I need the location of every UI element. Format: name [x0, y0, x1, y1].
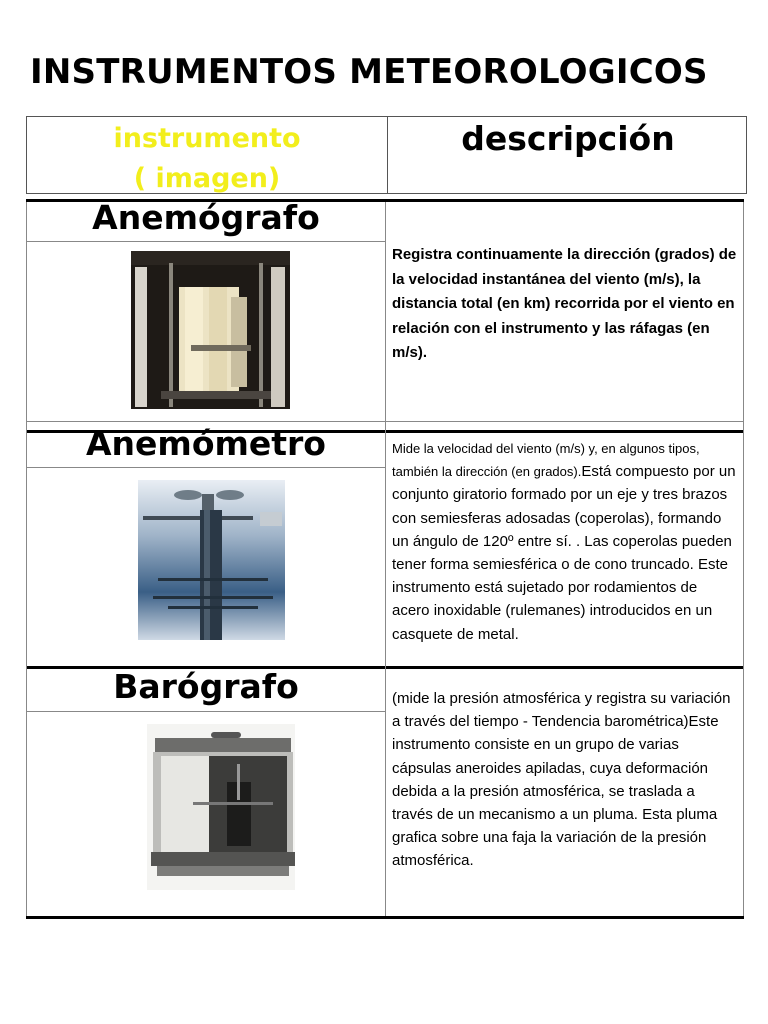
header-descripcion: descripción: [461, 119, 675, 158]
table-bottom-rule: [26, 916, 744, 919]
instrument-description: (mide la presión atmosférica y registra su variación a través del tiempo - Tendencia barométrica)Este instrumento consiste en un grupo de varias cápsulas aneroides apiladas, cuya deformación debida a la presión atmosférica, se traslada a través de un mecanismo a un pluma. Esta pluma grafica sobre una faja la variación de la presión atmosférica.: [392, 690, 731, 870]
header-instrumento-line1: instrumento: [113, 123, 301, 154]
table-right-border: [743, 202, 744, 916]
name-cell-divider: [26, 711, 386, 712]
instrument-name: Anemómetro: [86, 424, 326, 463]
description-main: Está compuesto por un conjunto giratorio formado por un eje y tres brazos con semiesferas adosadas (coperolas), formando un ángulo de 120º entre sí. . Las coperolas pueden tener forma semiesférica o de cono truncado. Este instrumento está sujetado por rodamientos de acero inoxidable (rulemanes) introducidos en un casquete de metal.: [392, 463, 736, 643]
name-cell-divider: [26, 421, 744, 422]
header-instrumento-line2: ( imagen): [133, 163, 281, 194]
column-divider: [385, 202, 386, 916]
name-cell-divider: [26, 467, 386, 468]
description-small: Mide la velocidad del viento (m/s) y, en algunos tipos, también la dirección (en grados).: [392, 441, 700, 480]
anemograph-photo-icon: [131, 251, 290, 409]
table-header: [26, 116, 747, 194]
instrument-name: Barógrafo: [113, 667, 299, 706]
name-cell-divider: [26, 241, 386, 242]
instrument-description: [392, 437, 737, 646]
barograph-photo-icon: [147, 724, 295, 890]
page-title: INSTRUMENTOS METEOROLOGICOS: [30, 52, 708, 92]
anemometer-photo-icon: [138, 480, 285, 640]
instrument-description: Registra continuamente la dirección (grados) de la velocidad instantánea del viento (m/s), la distancia total (en km) recorrida por el viento en relación con el instrumento y las ráfagas (en m/s).: [392, 246, 737, 361]
table-left-border: [26, 202, 27, 916]
instrument-name: Anemógrafo: [92, 198, 320, 237]
header-instrumento: [27, 119, 387, 199]
